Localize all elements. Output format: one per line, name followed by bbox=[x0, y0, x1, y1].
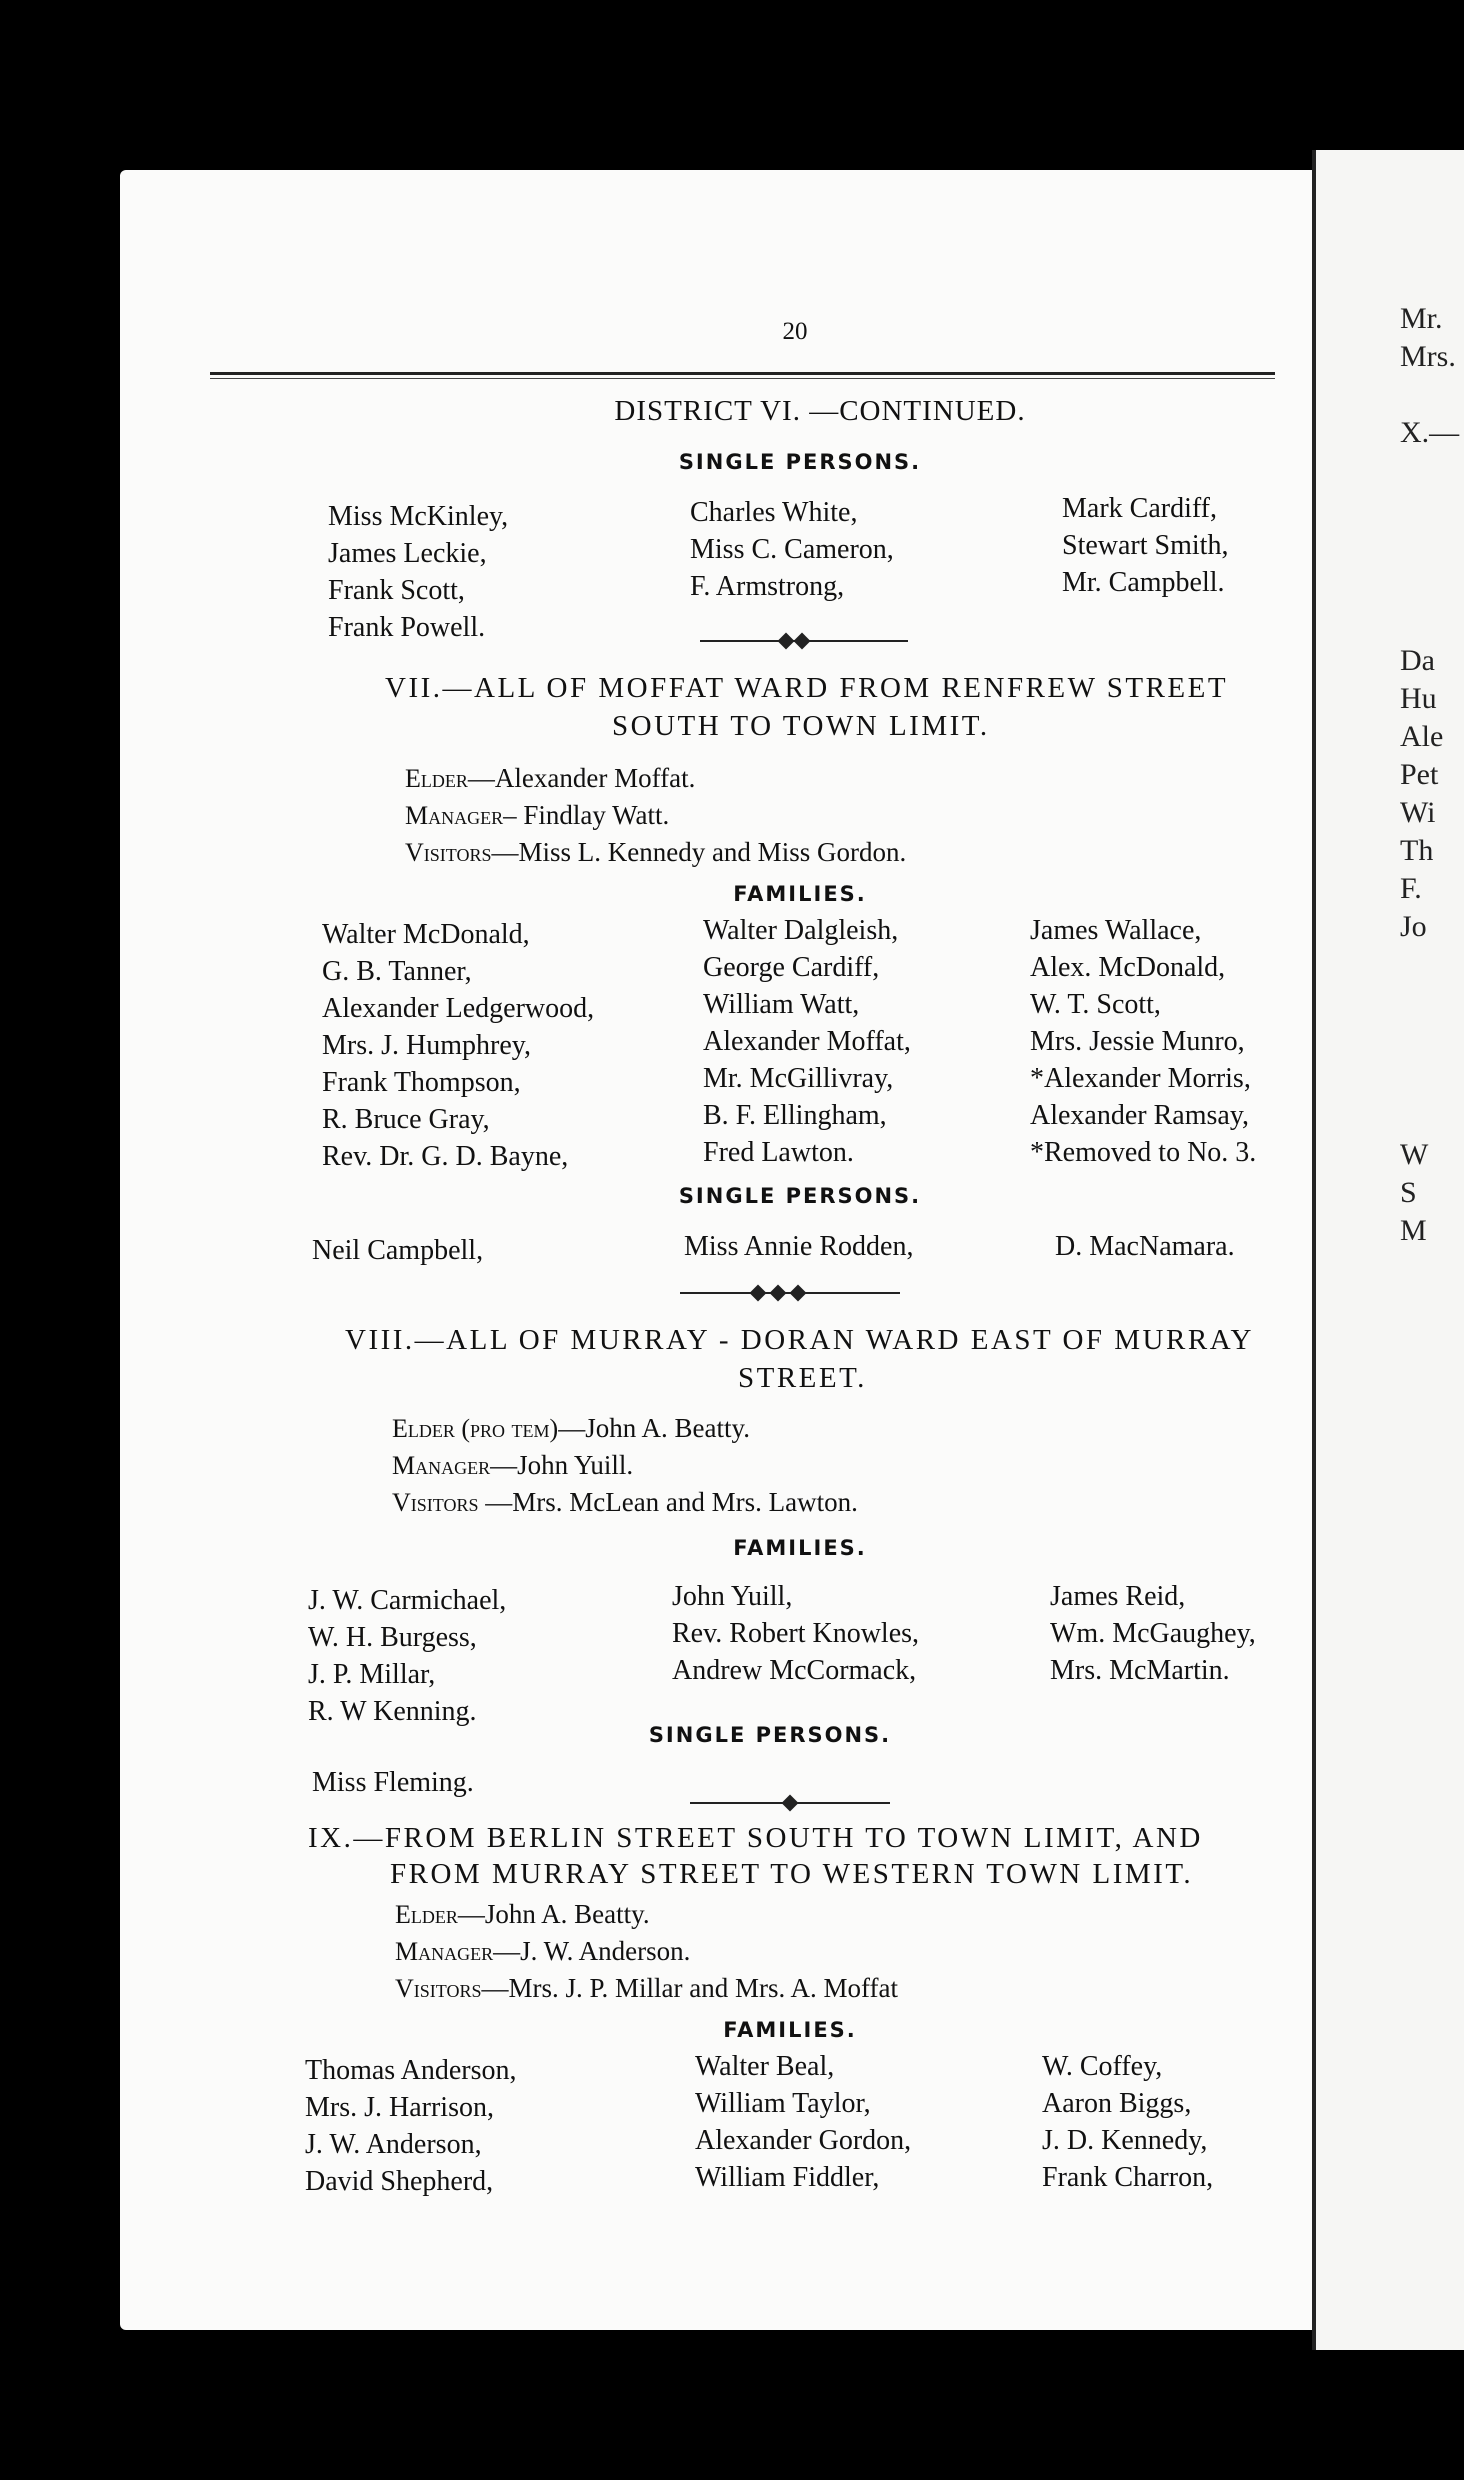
singles-column-1 bbox=[328, 498, 508, 646]
section-viii-officers bbox=[392, 1410, 858, 1521]
elder-label: Elder (pro tem) bbox=[392, 1414, 559, 1443]
family-name: Alexander Ramsay, bbox=[1030, 1100, 1249, 1131]
family-name: William Taylor, bbox=[695, 2088, 871, 2119]
singles-column-3 bbox=[1062, 490, 1228, 601]
section-divider bbox=[700, 634, 908, 648]
family-name: Andrew McCormack, bbox=[672, 1655, 917, 1686]
page-number: 20 bbox=[782, 318, 808, 345]
section-vii-title-line1: VII.—ALL OF MOFFAT WARD FROM RENFREW STREET bbox=[385, 672, 1229, 704]
facing-page-fragment bbox=[1400, 1098, 1459, 1136]
family-name: James Wallace, bbox=[1030, 915, 1202, 946]
person-name: F. Armstrong, bbox=[690, 571, 845, 602]
section-viii-title-line1: VIII.—ALL OF MURRAY - DORAN WARD EAST OF MURRAY bbox=[345, 1324, 1254, 1356]
family-name: J. P. Millar, bbox=[308, 1659, 436, 1690]
manager-name: —J. W. Anderson. bbox=[493, 1936, 691, 1966]
person-name: Miss McKinley, bbox=[328, 501, 509, 532]
section-ix-title-line2: FROM MURRAY STREET TO WESTERN TOWN LIMIT. bbox=[390, 1858, 1194, 1890]
person-name: Stewart Smith, bbox=[1062, 530, 1229, 561]
visitors-names: —Mrs. J. P. Millar and Mrs. A. Moffat bbox=[481, 1973, 898, 2003]
elder-label: Elder bbox=[405, 764, 468, 793]
family-name: J. W. Anderson, bbox=[305, 2129, 482, 2160]
family-name: W. H. Burgess, bbox=[308, 1622, 477, 1653]
facing-page-fragment: Jo bbox=[1400, 910, 1427, 943]
family-name: Alex. McDonald, bbox=[1030, 952, 1226, 983]
facing-page-fragment: Mrs. bbox=[1400, 340, 1456, 373]
family-name: Rev. Dr. G. D. Bayne, bbox=[322, 1141, 569, 1172]
family-name: David Shepherd, bbox=[305, 2166, 494, 2197]
district-heading: DISTRICT VI. —CONTINUED. bbox=[614, 395, 1026, 427]
section-vii-title-line2: SOUTH TO TOWN LIMIT. bbox=[612, 710, 990, 742]
family-name: John Yuill, bbox=[672, 1581, 793, 1612]
person-name: James Leckie, bbox=[328, 538, 487, 569]
facing-page-fragment bbox=[1400, 528, 1459, 566]
facing-page-fragment: Mr. bbox=[1400, 302, 1443, 335]
section-viii-title-line2: STREET. bbox=[738, 1362, 867, 1394]
elder-name: —Alexander Moffat. bbox=[467, 763, 696, 793]
family-name: Walter McDonald, bbox=[322, 919, 530, 950]
facing-page-fragment bbox=[1400, 452, 1459, 490]
manager-label: Manager bbox=[392, 1451, 491, 1480]
elder-name: —John A. Beatty. bbox=[457, 1899, 650, 1929]
facing-page-fragment bbox=[1400, 946, 1459, 984]
families-column-2 bbox=[703, 912, 911, 1171]
facing-page-fragment: W bbox=[1400, 1138, 1429, 1171]
facing-page-fragment: Wi bbox=[1400, 796, 1436, 829]
family-name: Aaron Biggs, bbox=[1042, 2088, 1192, 2119]
families-heading: FAMILIES. bbox=[723, 2018, 857, 2042]
facing-page-fragment bbox=[1400, 1060, 1459, 1098]
facing-page-fragment bbox=[1400, 984, 1459, 1022]
family-name: Thomas Anderson, bbox=[305, 2055, 517, 2086]
family-name: Frank Charron, bbox=[1042, 2162, 1214, 2193]
visitors-names: —Miss L. Kennedy and Miss Gordon. bbox=[491, 837, 907, 867]
family-name: Frank Thompson, bbox=[322, 1067, 521, 1098]
single-person: Miss Annie Rodden, bbox=[684, 1231, 914, 1262]
family-name: James Reid, bbox=[1050, 1581, 1186, 1612]
family-name: J. D. Kennedy, bbox=[1042, 2125, 1208, 2156]
facing-page-fragment bbox=[1400, 1022, 1459, 1060]
family-name: William Watt, bbox=[703, 989, 860, 1020]
facing-page-fragment bbox=[1400, 490, 1459, 528]
section-divider bbox=[690, 1796, 890, 1810]
family-name: Mrs. McMartin. bbox=[1050, 1655, 1230, 1686]
visitors-label: Visitors bbox=[405, 838, 492, 867]
facing-page-fragment: Th bbox=[1400, 834, 1434, 867]
person-name: Charles White, bbox=[690, 497, 858, 528]
header-rule-thin bbox=[210, 378, 1275, 379]
family-name: Mrs. J. Harrison, bbox=[305, 2092, 494, 2123]
person-name: Frank Scott, bbox=[328, 575, 465, 606]
family-name: *Alexander Morris, bbox=[1030, 1063, 1251, 1094]
facing-page-fragment: Ale bbox=[1400, 720, 1444, 753]
visitors-label: Visitors bbox=[392, 1488, 479, 1517]
singles-column-2 bbox=[690, 494, 894, 605]
section-divider bbox=[680, 1286, 900, 1300]
family-name: Rev. Robert Knowles, bbox=[672, 1618, 920, 1649]
families-column-3 bbox=[1050, 1578, 1256, 1689]
facing-page-fragment: S bbox=[1400, 1176, 1417, 1209]
facing-page-fragment: M bbox=[1400, 1214, 1427, 1247]
family-name: Mrs. Jessie Munro, bbox=[1030, 1026, 1245, 1057]
single-persons-heading: SINGLE PERSONS. bbox=[678, 1184, 922, 1208]
single-persons-heading: SINGLE PERSONS. bbox=[678, 450, 922, 474]
family-name: Wm. McGaughey, bbox=[1050, 1618, 1256, 1649]
single-person: D. MacNamara. bbox=[1055, 1231, 1235, 1262]
facing-page-fragment: Pet bbox=[1400, 758, 1439, 791]
family-name: Alexander Moffat, bbox=[703, 1026, 911, 1057]
manager-label: Manager bbox=[405, 801, 504, 830]
family-name: W. T. Scott, bbox=[1030, 989, 1161, 1020]
family-name: Mrs. J. Humphrey, bbox=[322, 1030, 531, 1061]
facing-page-fragment bbox=[1400, 604, 1459, 642]
facing-page-fragment: F. bbox=[1400, 872, 1422, 905]
family-name: J. W. Carmichael, bbox=[308, 1585, 507, 1616]
facing-page-fragment: X.— bbox=[1400, 416, 1460, 449]
facing-page-text bbox=[1400, 300, 1459, 1250]
person-name: Frank Powell. bbox=[328, 612, 486, 643]
families-column-3 bbox=[1042, 2048, 1213, 2196]
facing-page-fragment: Hu bbox=[1400, 682, 1437, 715]
family-name: Fred Lawton. bbox=[703, 1137, 854, 1168]
family-name: *Removed to No. 3. bbox=[1030, 1137, 1257, 1168]
family-name: W. Coffey, bbox=[1042, 2051, 1163, 2082]
family-name: B. F. Ellingham, bbox=[703, 1100, 887, 1131]
family-name: Walter Beal, bbox=[695, 2051, 835, 2082]
family-name: George Cardiff, bbox=[703, 952, 880, 983]
families-heading: FAMILIES. bbox=[733, 882, 867, 906]
elder-label: Elder bbox=[395, 1900, 458, 1929]
families-column-1 bbox=[322, 916, 594, 1175]
facing-page-fragment bbox=[1400, 376, 1459, 414]
visitors-label: Visitors bbox=[395, 1974, 482, 2003]
single-persons-heading: SINGLE PERSONS. bbox=[648, 1723, 892, 1747]
family-name: Alexander Gordon, bbox=[695, 2125, 912, 2156]
section-ix-officers bbox=[395, 1896, 898, 2007]
families-column-2 bbox=[695, 2048, 911, 2196]
elder-name: —John A. Beatty. bbox=[558, 1413, 750, 1443]
manager-name: – Findlay Watt. bbox=[503, 800, 670, 830]
families-column-2 bbox=[672, 1578, 919, 1689]
facing-page-fragment: Da bbox=[1400, 644, 1435, 677]
section-vii-officers bbox=[405, 760, 906, 871]
person-name: Mark Cardiff, bbox=[1062, 493, 1217, 524]
family-name: R. Bruce Gray, bbox=[322, 1104, 490, 1135]
family-name: Mr. McGillivray, bbox=[703, 1063, 894, 1094]
facing-page-fragment bbox=[1400, 566, 1459, 604]
single-person: Miss Fleming. bbox=[312, 1767, 474, 1798]
visitors-names: —Mrs. McLean and Mrs. Lawton. bbox=[478, 1487, 858, 1517]
manager-label: Manager bbox=[395, 1937, 494, 1966]
family-name: G. B. Tanner, bbox=[322, 956, 472, 987]
family-name: Alexander Ledgerwood, bbox=[322, 993, 595, 1024]
manager-name: —John Yuill. bbox=[490, 1450, 634, 1480]
single-person: Neil Campbell, bbox=[312, 1235, 484, 1266]
person-name: Mr. Campbell. bbox=[1062, 567, 1225, 598]
family-name: William Fiddler, bbox=[695, 2162, 880, 2193]
person-name: Miss C. Cameron, bbox=[690, 534, 894, 565]
families-heading: FAMILIES. bbox=[733, 1536, 867, 1560]
header-rule bbox=[210, 372, 1275, 375]
family-name: Walter Dalgleish, bbox=[703, 915, 899, 946]
families-column-1 bbox=[305, 2052, 517, 2200]
family-name: R. W Kenning. bbox=[308, 1696, 477, 1727]
families-column-3 bbox=[1030, 912, 1256, 1171]
section-ix-title-line1: IX.—FROM BERLIN STREET SOUTH TO TOWN LIMIT, AND bbox=[308, 1822, 1203, 1854]
families-column-1 bbox=[308, 1582, 506, 1730]
